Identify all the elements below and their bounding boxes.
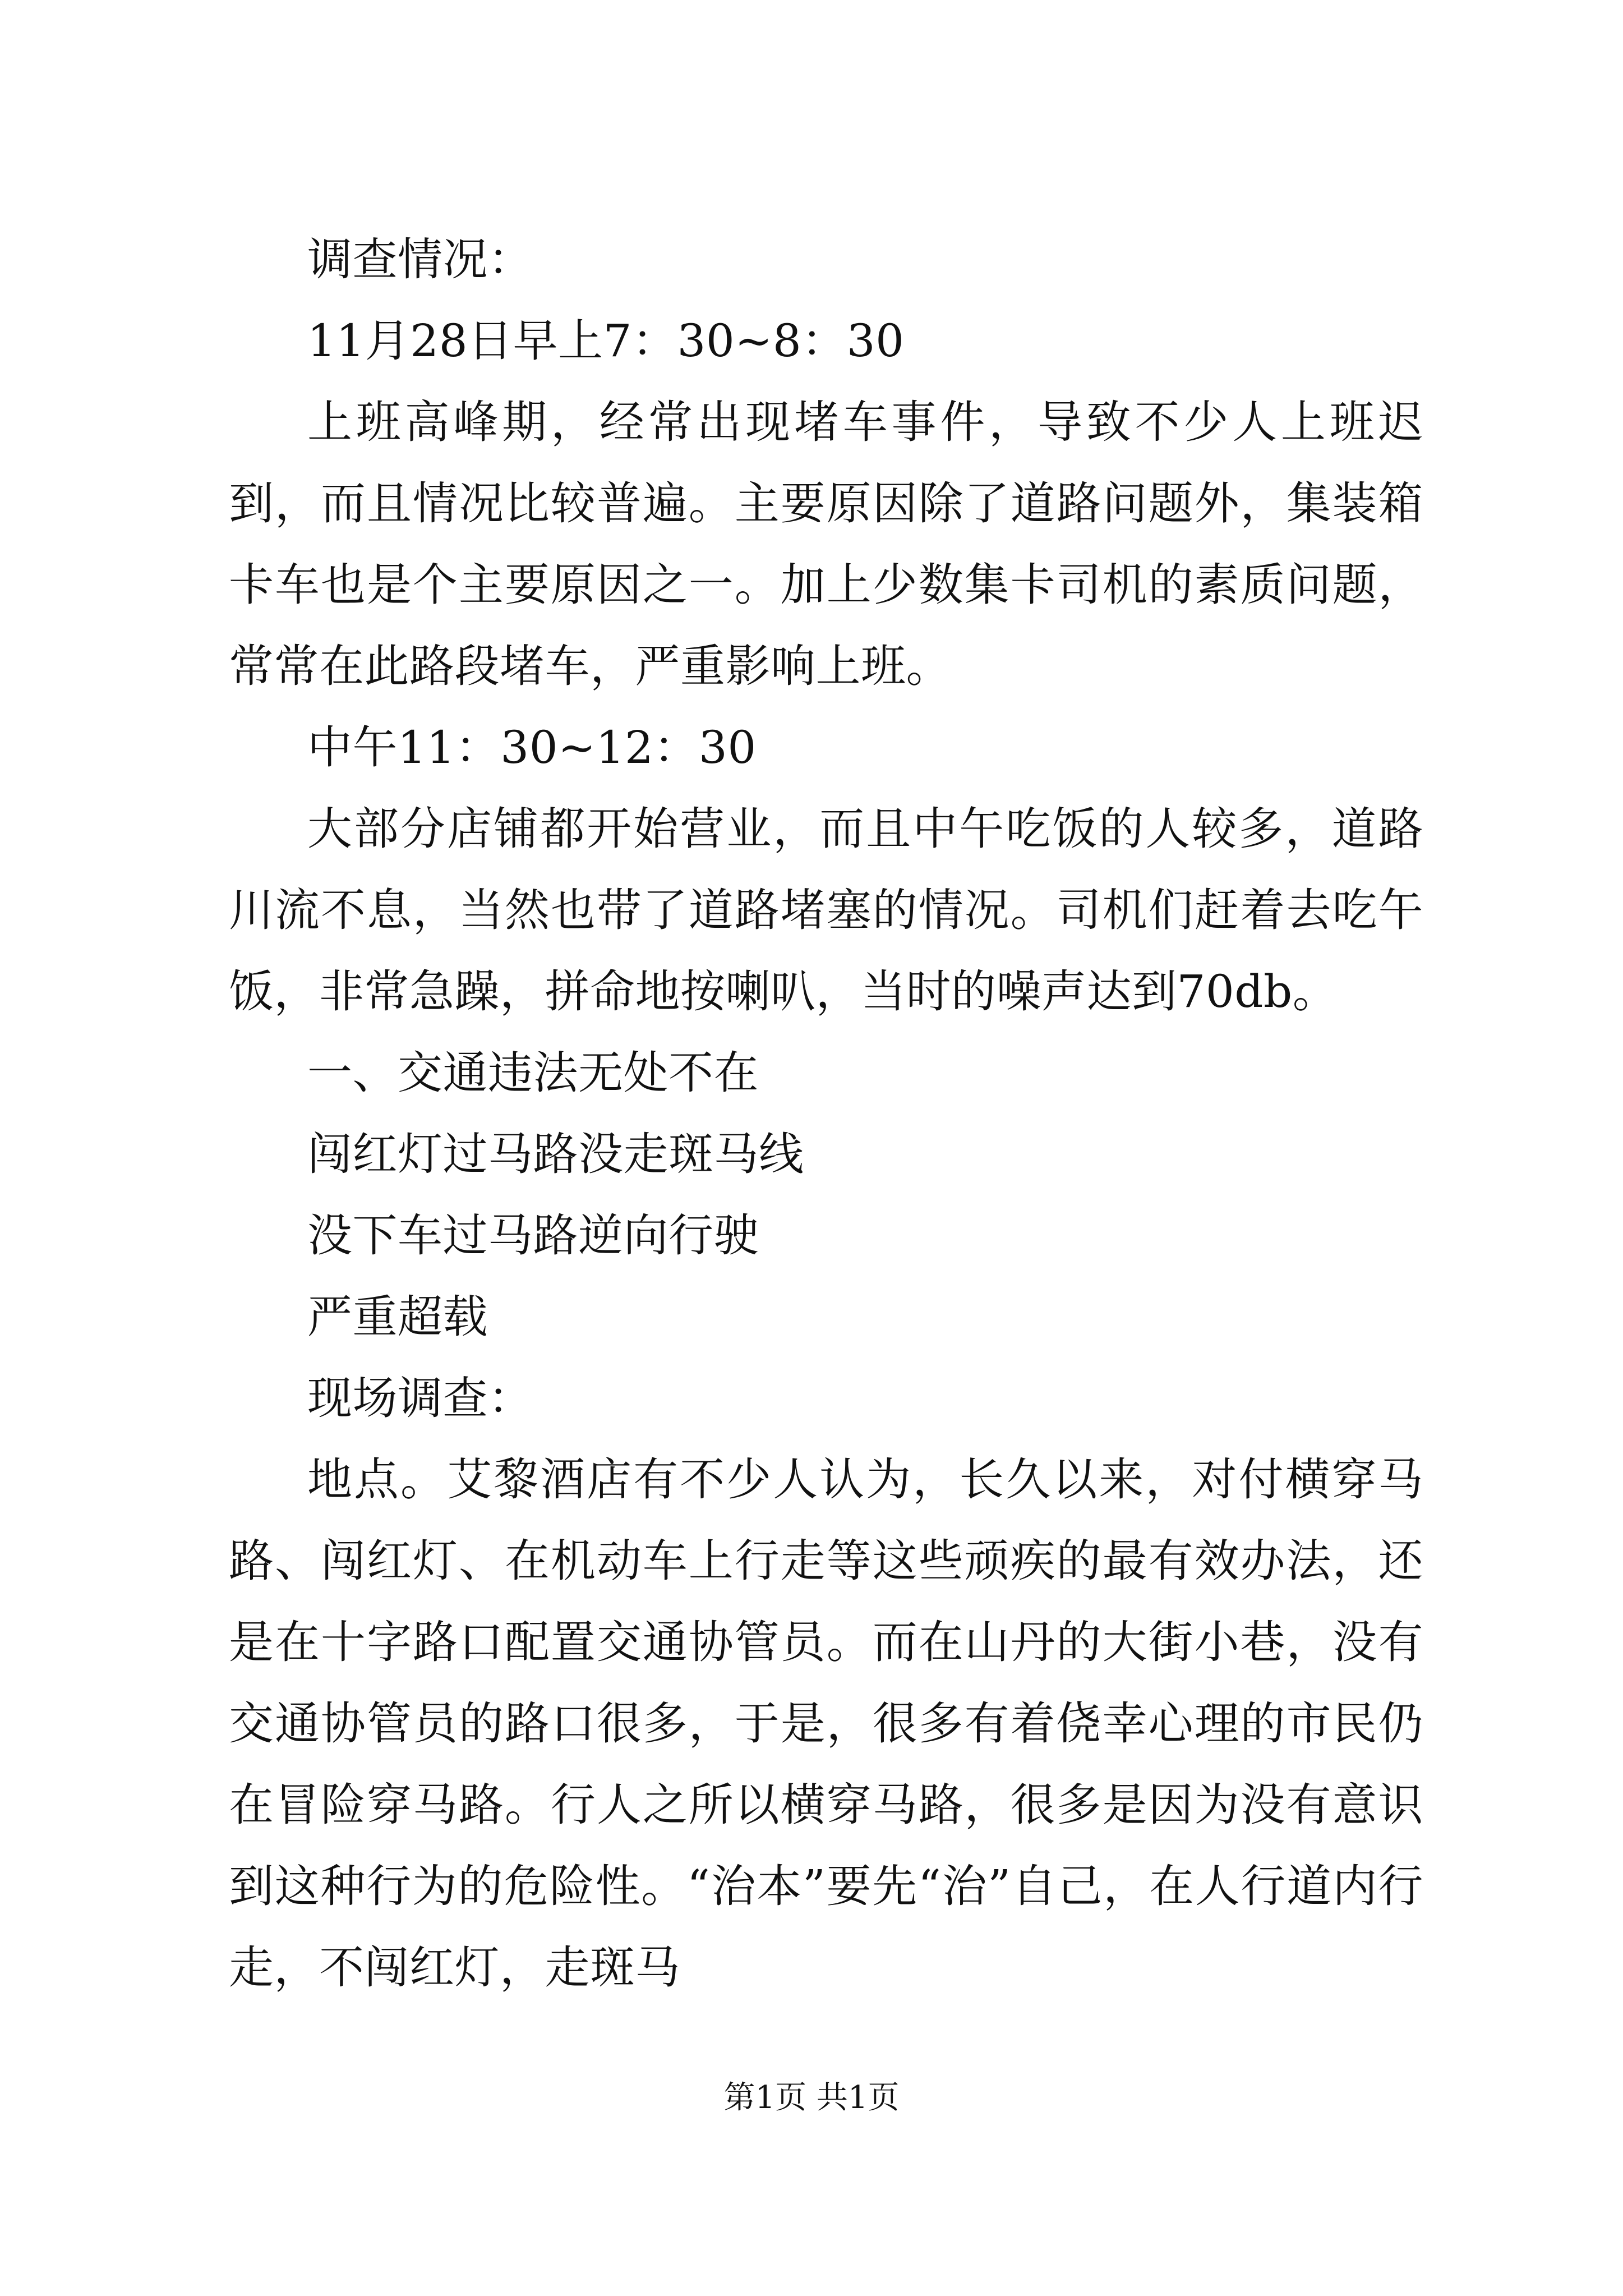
page-number: 第1页 共1页 <box>723 2079 900 2116</box>
paragraph-noon: 大部分店铺都开始营业，而且中午吃饭的人较多，道路川流不息，当然也带了道路堵塞的情况。司机们赶着去吃午饭，非常急躁，拼命地按喇叭，当时的噪声达到70db。 <box>229 803 1423 1018</box>
section-heading-onsite: 现场调查： <box>307 1372 533 1424</box>
section-heading-survey: 调查情况： <box>307 233 533 286</box>
document-body <box>229 219 1423 2008</box>
time-morning: 11月28日早上7：30~8：30 <box>307 315 905 367</box>
list-item-violation: 严重超载 <box>307 1291 488 1343</box>
paragraph-morning-rush: 上班高峰期，经常出现堵车事件，导致不少人上班迟到，而且情况比较普遍。主要原因除了道路问题外，集装箱卡车也是个主要原因之一。加上少数集卡司机的素质问题，常常在此路段堵车，严重影响上班。 <box>229 396 1423 692</box>
time-noon: 中午11：30~12：30 <box>307 721 757 774</box>
page-footer <box>0 2076 1623 2120</box>
list-item-violation: 没下车过马路逆向行驶 <box>307 1209 759 1262</box>
section-heading-violations: 一、交通违法无处不在 <box>307 1047 759 1099</box>
list-item-violation: 闯红灯过马路没走斑马线 <box>307 1128 804 1180</box>
paragraph-location: 地点。艾黎酒店有不少人认为，长久以来，对付横穿马路、闯红灯、在机动车上行走等这些顽疾的最有效办法，还是在十字路口配置交通协管员。而在山丹的大街小巷，没有交通协管员的路口很多，于是，很多有着侥幸心理的市民仍在冒险穿马路。行人之所以横穿马路，很多是因为没有意识到这种行为的危险性。“治本”要先“治”自己，在人行道内行走，不闯红灯，走斑马 <box>229 1453 1423 1994</box>
